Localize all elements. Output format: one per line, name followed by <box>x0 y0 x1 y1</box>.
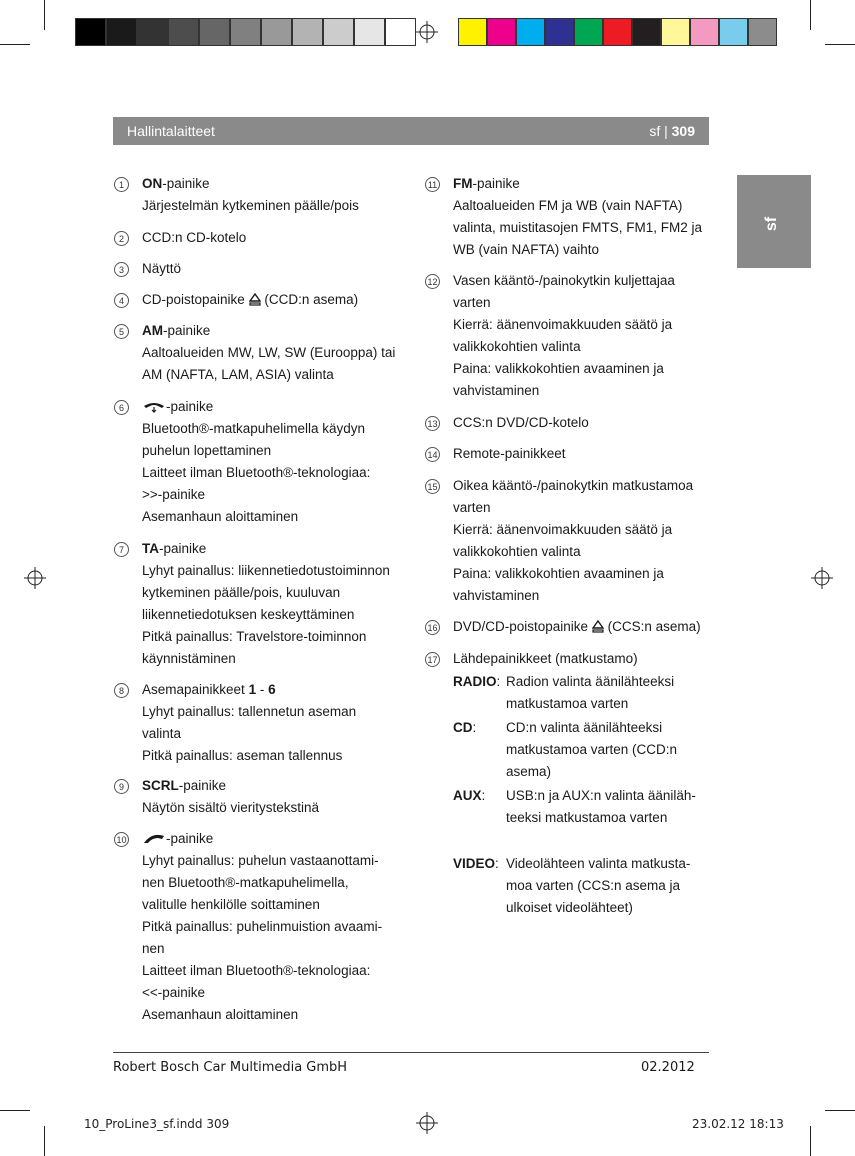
source-key-colon: : <box>496 674 501 689</box>
crop-mark <box>0 44 30 45</box>
list-item <box>142 396 370 528</box>
source-description-line: matkustamoa varten <box>506 696 629 711</box>
color-swatch <box>458 18 487 46</box>
registration-mark-icon <box>811 567 833 589</box>
list-item <box>453 412 589 434</box>
item-text <box>142 342 395 364</box>
item-text <box>142 894 382 916</box>
crop-mark <box>810 0 811 30</box>
slug-timestamp: 23.02.12 18:13 <box>692 1117 784 1131</box>
item-text <box>142 872 382 894</box>
source-description-line: teeksi matkustamoa varten <box>506 810 668 825</box>
item-text <box>142 679 356 701</box>
language-tab <box>737 175 811 268</box>
footer-date: 02.2012 <box>641 1060 695 1075</box>
range-separator: - <box>256 682 269 697</box>
item-number: 11 <box>425 177 440 192</box>
source-description-line: ulkoiset videolähteet) <box>506 900 633 915</box>
range-start: 1 <box>248 682 257 697</box>
item-label: Lyhyt painallus: tallennetun aseman <box>142 704 357 719</box>
item-number: 5 <box>114 324 129 339</box>
button-name: TA <box>142 541 159 556</box>
source-description <box>506 853 690 919</box>
item-label: <<-painike <box>142 985 206 1000</box>
item-text <box>142 723 356 745</box>
item-label: -painike <box>163 323 211 338</box>
item-text <box>142 701 356 723</box>
item-text <box>142 195 359 217</box>
item-text <box>142 604 390 626</box>
item-label: Pitkä painallus: puhelinmuistion avaami- <box>142 919 383 934</box>
list-item <box>453 475 693 607</box>
color-swatch <box>106 18 137 46</box>
crop-mark <box>825 1110 855 1111</box>
color-swatch <box>574 18 603 46</box>
item-label: Kierrä: äänenvoimakkuuden säätö ja <box>453 317 673 332</box>
item-text <box>142 506 370 528</box>
item-text <box>142 775 319 797</box>
source-key-label: VIDEO <box>453 856 496 871</box>
item-label: vahvistaminen <box>453 588 540 603</box>
item-number: 10 <box>114 832 129 847</box>
color-swatch <box>354 18 385 46</box>
source-key-colon: : <box>472 720 477 735</box>
crop-mark <box>810 1126 811 1156</box>
source-description-line: matkustamoa varten (CCD:n <box>506 742 678 757</box>
footer-rule <box>113 1052 709 1053</box>
source-description <box>506 717 677 783</box>
source-description-line: USB:n ja AUX:n valinta ääniläh- <box>506 788 696 803</box>
source-key-label: CD <box>453 720 473 735</box>
item-label: (CCS:n asema) <box>607 619 701 634</box>
item-text <box>142 538 390 560</box>
item-text <box>453 358 675 380</box>
list-item <box>453 270 675 402</box>
list-item <box>142 289 358 311</box>
item-label: valikkokohtien valinta <box>453 544 581 559</box>
item-label: CCD:n CD-kotelo <box>142 230 247 245</box>
item-text <box>453 412 589 434</box>
item-number: 4 <box>114 293 129 308</box>
list-item <box>142 679 356 767</box>
page-header <box>113 117 709 145</box>
color-swatch <box>632 18 661 46</box>
source-description <box>506 671 674 715</box>
list-item <box>453 173 702 261</box>
item-label: nen <box>142 941 165 956</box>
item-label: Pitkä painallus: Travelstore-toiminnon <box>142 629 367 644</box>
item-label: Paina: valikkokohtien avaaminen ja <box>453 361 664 376</box>
item-text <box>142 560 390 582</box>
list-item <box>453 616 701 638</box>
item-text <box>142 648 390 670</box>
item-label: Bluetooth®-matkapuhelimella käydyn <box>142 421 366 436</box>
item-number: 1 <box>114 177 129 192</box>
item-text <box>453 217 702 239</box>
list-item <box>142 538 390 670</box>
item-text <box>142 258 181 280</box>
registration-mark-icon <box>416 1112 438 1134</box>
item-text <box>453 195 702 217</box>
item-label: valinta <box>142 726 182 741</box>
color-swatch <box>748 18 777 46</box>
item-label: Aaltoalueiden MW, LW, SW (Eurooppa) tai <box>142 345 396 360</box>
source-description-line: Videolähteen valinta matkusta- <box>506 856 691 871</box>
item-text <box>142 173 359 195</box>
item-text <box>453 270 675 292</box>
source-key <box>453 853 499 875</box>
item-text <box>142 364 395 386</box>
item-number: 8 <box>114 683 129 698</box>
item-text <box>453 292 675 314</box>
item-label: Laitteet ilman Bluetooth®-teknologiaa: <box>142 465 371 480</box>
call-icon <box>142 831 166 846</box>
source-description-line: moa varten (CCS:n asema ja <box>506 878 681 893</box>
color-swatch <box>545 18 574 46</box>
item-text <box>142 982 382 1004</box>
source-description-line: asema) <box>506 764 552 779</box>
color-swatch <box>516 18 545 46</box>
language-tab-label: sf <box>763 216 781 232</box>
item-label: -painike <box>178 778 227 793</box>
item-text <box>142 850 382 872</box>
item-label: Lähdepainikkeet (matkustamo) <box>453 651 638 666</box>
source-key-label: RADIO <box>453 674 497 689</box>
item-text <box>453 380 675 402</box>
item-label: valikkokohtien valinta <box>453 339 581 354</box>
color-swatch <box>292 18 323 46</box>
item-label: Näyttö <box>142 261 182 276</box>
item-text <box>453 443 566 465</box>
button-name: AM <box>142 323 163 338</box>
item-label: Asemanhaun aloittaminen <box>142 1007 299 1022</box>
color-swatch <box>690 18 719 46</box>
item-label: valinta, muistitasojen FMTS, FM1, FM2 ja <box>453 220 703 235</box>
item-number: 14 <box>425 447 440 462</box>
item-text <box>453 563 693 585</box>
item-text <box>142 626 390 648</box>
list-item <box>142 775 319 819</box>
item-text <box>142 440 370 462</box>
item-text <box>142 418 370 440</box>
color-swatch <box>603 18 632 46</box>
item-text <box>142 396 370 418</box>
button-name: FM <box>453 176 473 191</box>
item-label: -painike <box>166 399 214 414</box>
item-number: 16 <box>425 620 440 635</box>
item-label: Näytön sisältö vieritystekstinä <box>142 800 320 815</box>
slug-filename: 10_ProLine3_sf.indd 309 <box>84 1117 230 1131</box>
item-label: -painike <box>472 176 520 191</box>
color-swatch <box>261 18 292 46</box>
item-label: valitulle henkilölle soittaminen <box>142 897 320 912</box>
color-swatch <box>168 18 199 46</box>
item-text <box>142 320 395 342</box>
item-label: AM (NAFTA, LAM, ASIA) valinta <box>142 367 334 382</box>
eject-icon <box>249 292 265 307</box>
eject-icon <box>592 619 608 634</box>
item-text <box>142 462 370 484</box>
item-label: WB (vain NAFTA) vaihto <box>453 242 600 257</box>
section-title: Hallintalaitteet <box>127 123 215 139</box>
item-label: Asemapainikkeet <box>142 682 249 697</box>
item-number: 2 <box>114 231 129 246</box>
color-swatch <box>661 18 690 46</box>
item-number: 17 <box>425 652 440 667</box>
color-swatch <box>385 18 416 46</box>
item-text <box>453 541 693 563</box>
color-swatch <box>230 18 261 46</box>
item-text <box>142 484 370 506</box>
item-text <box>453 239 702 261</box>
item-text <box>453 519 693 541</box>
item-label: Vasen kääntö-/painokytkin kuljettajaa <box>453 273 675 288</box>
item-label: CCS:n DVD/CD-kotelo <box>453 415 589 430</box>
item-text <box>142 227 246 249</box>
item-text <box>453 173 702 195</box>
list-item <box>453 648 638 670</box>
item-label: Lyhyt painallus: liikennetiedotustoiminnon <box>142 563 390 578</box>
item-label: käynnistäminen <box>142 651 236 666</box>
list-item <box>142 258 181 280</box>
source-key <box>453 671 500 693</box>
item-label: (CCD:n asema) <box>264 292 359 307</box>
color-swatch <box>323 18 354 46</box>
source-description <box>506 785 696 829</box>
item-label: -painike <box>159 541 207 556</box>
item-text <box>453 585 693 607</box>
item-number: 3 <box>114 262 129 277</box>
source-description-line: Radion valinta äänilähteeksi <box>506 674 675 689</box>
color-swatch <box>719 18 748 46</box>
item-text <box>453 336 675 358</box>
item-text <box>453 314 675 336</box>
crop-mark <box>0 1110 30 1111</box>
page-number: sf | 309 <box>649 123 695 139</box>
crop-mark <box>44 1126 45 1156</box>
item-number: 9 <box>114 779 129 794</box>
footer-company: Robert Bosch Car Multimedia GmbH <box>113 1060 348 1075</box>
item-label: Remote-painikkeet <box>453 446 566 461</box>
color-swatch <box>487 18 516 46</box>
button-name: ON <box>142 176 163 191</box>
item-label: kytkeminen päälle/pois, kuuluvan <box>142 585 341 600</box>
list-item <box>142 828 382 1026</box>
color-swatch <box>199 18 230 46</box>
item-label: Kierrä: äänenvoimakkuuden säätö ja <box>453 522 673 537</box>
item-text <box>142 1004 382 1026</box>
list-item <box>142 173 359 217</box>
list-item <box>453 443 566 465</box>
item-text <box>142 797 319 819</box>
button-name: SCRL <box>142 778 179 793</box>
item-label: -painike <box>166 831 214 846</box>
item-text <box>142 938 382 960</box>
registration-mark-icon <box>416 21 438 43</box>
item-label: puhelun lopettaminen <box>142 443 272 458</box>
item-label: Paina: valikkokohtien avaaminen ja <box>453 566 664 581</box>
color-swatch <box>75 18 106 46</box>
item-text <box>453 497 693 519</box>
item-text <box>453 616 701 638</box>
source-key-colon: : <box>495 856 499 871</box>
item-label: Järjestelmän kytkeminen päälle/pois <box>142 198 359 213</box>
item-text <box>142 828 382 850</box>
item-text <box>142 960 382 982</box>
item-label: Laitteet ilman Bluetooth®-teknologiaa: <box>142 963 371 978</box>
item-number: 15 <box>425 479 440 494</box>
item-label: >>-painike <box>142 487 206 502</box>
item-label: Asemanhaun aloittaminen <box>142 509 299 524</box>
item-label: DVD/CD-poistopainike <box>453 619 592 634</box>
item-label: liikennetiedotuksen keskeyttäminen <box>142 607 355 622</box>
range-end: 6 <box>268 682 276 697</box>
registration-mark-icon <box>24 567 46 589</box>
item-label: Oikea kääntö-/painokytkin matkustamoa <box>453 478 694 493</box>
item-text <box>453 648 638 670</box>
item-number: 13 <box>425 416 440 431</box>
item-text <box>142 289 358 311</box>
item-label: vahvistaminen <box>453 383 540 398</box>
item-text <box>142 916 382 938</box>
source-key <box>453 717 476 739</box>
item-label: varten <box>453 500 491 515</box>
crop-mark <box>44 0 45 30</box>
item-label: varten <box>453 295 491 310</box>
item-text <box>142 745 356 767</box>
item-text <box>453 475 693 497</box>
source-description-line: CD:n valinta äänilähteeksi <box>506 720 663 735</box>
item-label: CD-poistopainike <box>142 292 249 307</box>
list-item <box>142 227 246 249</box>
color-swatch <box>137 18 168 46</box>
item-text <box>142 582 390 604</box>
source-key-colon: : <box>481 788 486 803</box>
item-label: Pitkä painallus: aseman tallennus <box>142 748 343 763</box>
hangup-icon <box>142 399 166 414</box>
item-number: 12 <box>425 274 440 289</box>
item-number: 7 <box>114 542 129 557</box>
item-label: -painike <box>162 176 210 191</box>
item-label: Lyhyt painallus: puhelun vastaanottami- <box>142 853 379 868</box>
item-number: 6 <box>114 400 129 415</box>
source-key-label: AUX <box>453 788 482 803</box>
item-label: Aaltoalueiden FM ja WB (vain NAFTA) <box>453 198 683 213</box>
source-key <box>453 785 485 807</box>
crop-mark <box>825 44 855 45</box>
item-label: nen Bluetooth®-matkapuhelimella, <box>142 875 349 890</box>
list-item <box>142 320 395 386</box>
